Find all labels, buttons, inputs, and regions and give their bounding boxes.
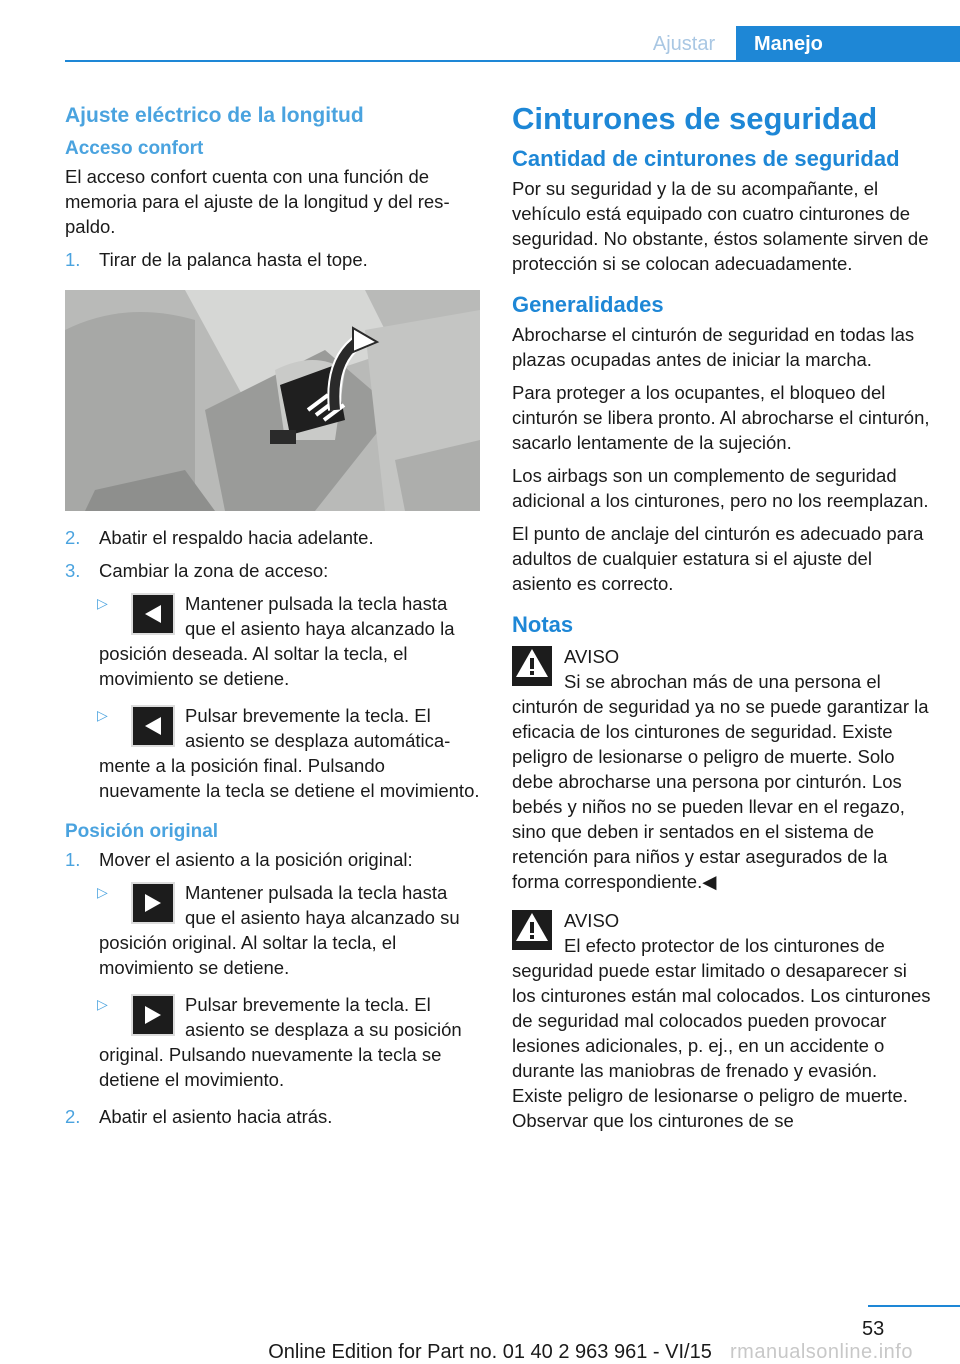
seat-forward-key-icon xyxy=(131,705,175,747)
warning-1 xyxy=(512,644,932,894)
step-3 xyxy=(65,558,483,583)
step-2 xyxy=(65,525,483,550)
bullet-triangle-icon: ▷ xyxy=(97,884,108,900)
section-title-cinturones: Cinturones de seguridad xyxy=(512,101,878,136)
bullet-triangle-icon: ▷ xyxy=(97,595,108,611)
step-number: 3. xyxy=(65,560,81,581)
step-text: Mover el asiento a la posición original: xyxy=(99,849,413,870)
step-number: 1. xyxy=(65,249,81,270)
arrow-right-icon xyxy=(141,891,165,915)
warning-1-text: Si se abrochan más de una persona el cinturón de seguridad ya no se puede garantizar la eficacia de los cinturones de seguridad. Existe peligro de lesionarse o peligro de muerte. Solo debe abrocharse una persona por cinturón. Los bebés y niños no se pueden llevar en el regazo, sino que deben ir sentados en el sistema de retención para niños y estar asegurados de la forma correspondiente.◀ xyxy=(512,671,929,892)
step-text: Abatir el asiento hacia atrás. xyxy=(99,1106,333,1127)
bullet-triangle-icon: ▷ xyxy=(97,996,108,1012)
option-text: Pulsar brevemente la tecla. El asiento se desplaza a su posición original. Pulsando nuevamente la tecla se detiene el movimiento. xyxy=(99,994,462,1090)
warning-1-label: AVISO xyxy=(564,646,620,667)
step-3-option-a xyxy=(99,591,483,691)
step-number: 2. xyxy=(65,527,81,548)
seat-back-key-icon xyxy=(131,882,175,924)
header-tab-manejo[interactable]: Manejo xyxy=(736,26,960,62)
right-column xyxy=(512,98,932,1141)
arrow-left-icon xyxy=(141,714,165,738)
arrow-left-icon xyxy=(141,602,165,626)
orig-step-2 xyxy=(65,1104,483,1129)
heading-notas: Notas xyxy=(512,612,574,637)
step-number: 2. xyxy=(65,1106,81,1127)
step-1 xyxy=(65,247,483,272)
section-title-ajuste: Ajuste eléctrico de la longitud xyxy=(65,104,364,127)
heading-acceso-confort: Acceso confort xyxy=(65,138,204,159)
generalidades-p4: El punto de anclaje del cinturón es adecuado para adultos de cualquier estatura si el ajuste del asiento es correcto. xyxy=(512,523,924,594)
orig-option-b xyxy=(99,992,483,1092)
warning-2-text: El efecto protector de los cinturones de seguridad puede estar limitado o desaparecer si los cinturones están mal colocados. Los cinturones de seguridad mal colocados pueden provocar lesiones adicionales, p. ej., en un accidente o durante las maniobras de frenado y evasión. Existe peligro de lesionarse o peligro de muerte. Observar que los cinturones de se xyxy=(512,935,931,1131)
warning-icon xyxy=(514,910,550,944)
header-rule xyxy=(65,60,960,62)
warning-icon xyxy=(514,646,550,680)
option-text: Mantener pulsada la tecla hasta que el asiento haya alcanzado su posición original. Al soltar la tecla, el movimiento se detiene. xyxy=(99,882,460,978)
orig-option-a xyxy=(99,880,483,980)
bullet-triangle-icon: ▷ xyxy=(97,707,108,723)
generalidades-p3: Los airbags son un complemento de seguridad adicional a los cinturones, pero no los reemplazan. xyxy=(512,465,929,511)
seat-lever-photo xyxy=(65,290,480,511)
footer-edition: Online Edition for Part no. 01 40 2 963 961 - VI/15 xyxy=(268,1341,712,1363)
heading-posicion-original: Posición original xyxy=(65,821,219,842)
acceso-text: El acceso confort cuenta con una función de memoria para el ajuste de la longitud y del respaldo. xyxy=(65,166,450,237)
option-text: Mantener pulsada la tecla hasta que el asiento haya alcanzado la posición deseada. Al soltar la tecla, el movimiento se detiene. xyxy=(99,593,455,689)
step-text: Tirar de la palanca hasta el tope. xyxy=(99,249,368,270)
step-text: Cambiar la zona de acceso: xyxy=(99,560,329,581)
generalidades-p1: Abrocharse el cinturón de seguridad en todas las plazas ocupadas antes de iniciar la marcha. xyxy=(512,324,915,370)
warning-triangle-icon xyxy=(512,646,552,686)
footer-rule xyxy=(868,1305,960,1307)
arrow-right-icon xyxy=(141,1003,165,1027)
seat-back-key-icon xyxy=(131,994,175,1036)
heading-generalidades: Generalidades xyxy=(512,292,664,317)
generalidades-p2: Para proteger a los ocupantes, el bloqueo del cinturón se libera pronto. Al abrocharse el cinturón, sacarlo lentamente de la sujeción. xyxy=(512,382,930,453)
heading-cantidad: Cantidad de cinturones de seguridad xyxy=(512,146,900,171)
watermark: rmanualsonline.info xyxy=(730,1341,913,1363)
warning-triangle-icon xyxy=(512,910,552,950)
orig-step-1 xyxy=(65,847,483,872)
step-text: Abatir el respaldo hacia adelante. xyxy=(99,527,374,548)
seat-forward-key-icon xyxy=(131,593,175,635)
header-tab-ajustar[interactable]: Ajustar xyxy=(652,33,716,55)
warning-2 xyxy=(512,908,932,1133)
page-number: 53 xyxy=(862,1318,885,1340)
seat-lever-illustration xyxy=(65,290,480,511)
option-text: Pulsar brevemente la tecla. El asiento se desplaza automáticamente a la posición final. Pulsando nuevamente la tecla se detiene el movimiento. xyxy=(99,705,480,801)
warning-2-label: AVISO xyxy=(564,910,620,931)
step-3-option-b xyxy=(99,703,483,803)
cantidad-text: Por su seguridad y la de su acompañante, el vehículo está equipado con cuatro cinturones de seguridad. No obstante, éstos solamente sirven de protección si se colocan adecuadamente. xyxy=(512,178,929,274)
left-column xyxy=(65,98,483,1137)
step-number: 1. xyxy=(65,849,81,870)
